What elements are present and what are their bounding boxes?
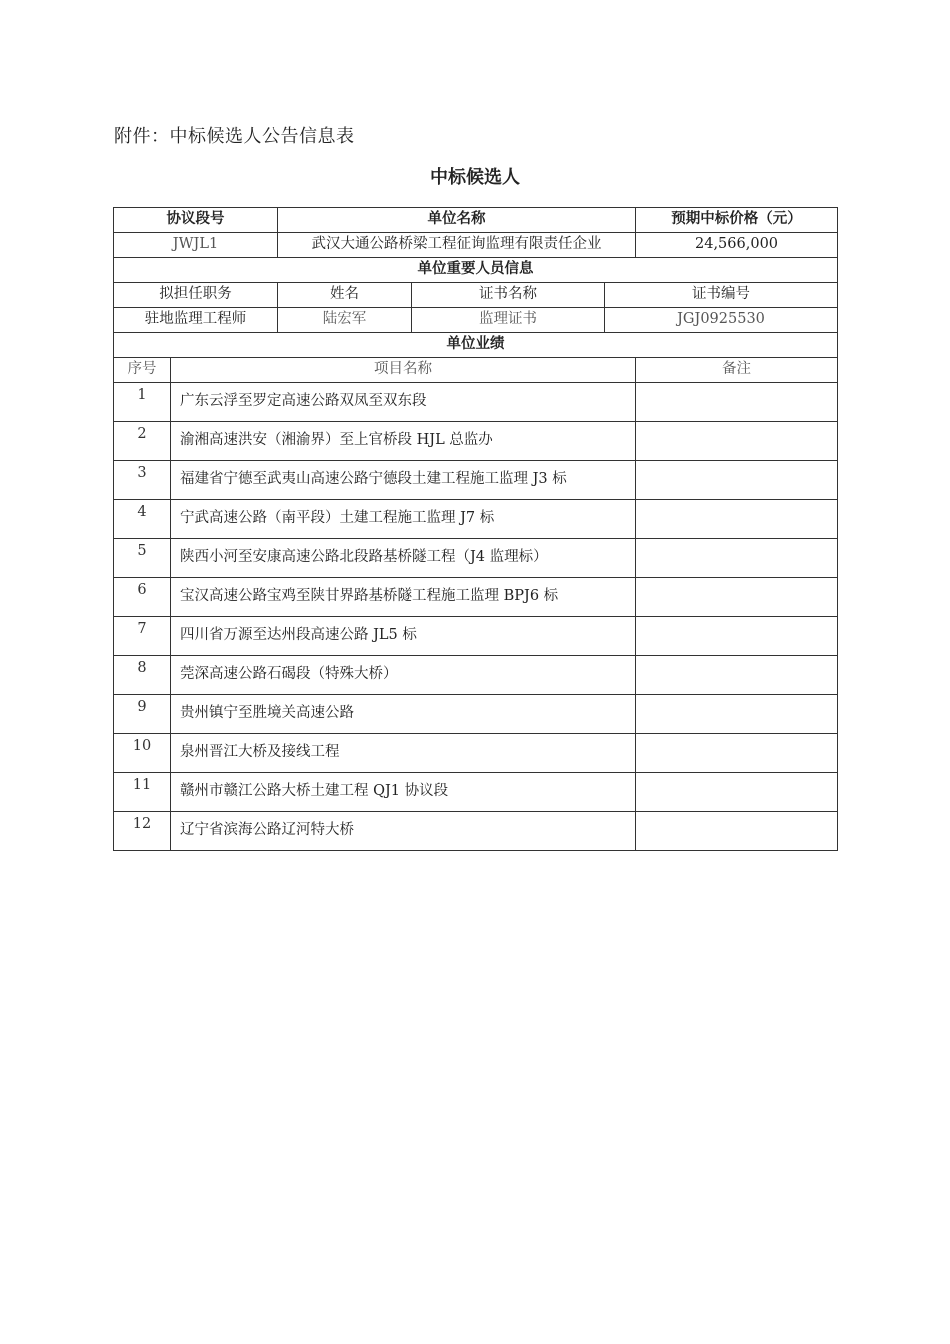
header-row bbox=[114, 208, 838, 233]
personnel-name: 陆宏军 bbox=[278, 308, 412, 333]
project-note bbox=[636, 734, 838, 773]
project-name: 赣州市赣江公路大桥土建工程 QJ1 协议段 bbox=[171, 773, 636, 812]
row-number: 10 bbox=[114, 734, 171, 773]
table-row bbox=[114, 773, 838, 812]
project-note bbox=[636, 500, 838, 539]
table-row bbox=[114, 383, 838, 422]
project-note bbox=[636, 617, 838, 656]
project-name: 辽宁省滨海公路辽河特大桥 bbox=[171, 812, 636, 851]
row-number: 12 bbox=[114, 812, 171, 851]
project-note bbox=[636, 383, 838, 422]
row-number: 11 bbox=[114, 773, 171, 812]
document-title: 中标候选人 bbox=[430, 167, 520, 188]
table-row bbox=[114, 500, 838, 539]
table-row bbox=[114, 812, 838, 851]
personnel-title-row bbox=[114, 258, 838, 283]
project-note bbox=[636, 539, 838, 578]
project-note bbox=[636, 422, 838, 461]
col-header-name: 姓名 bbox=[278, 283, 412, 308]
project-note bbox=[636, 695, 838, 734]
candidate-table bbox=[113, 207, 838, 851]
annex-title: 附件：中标候选人公告信息表 bbox=[114, 126, 355, 147]
row-number: 9 bbox=[114, 695, 171, 734]
table-row bbox=[114, 578, 838, 617]
bid-section: JWJL1 bbox=[114, 233, 278, 258]
performance-title: 单位业绩 bbox=[114, 333, 838, 358]
personnel-cert-name: 监理证书 bbox=[412, 308, 605, 333]
project-name: 渝湘高速洪安（湘渝界）至上官桥段 HJL 总监办 bbox=[171, 422, 636, 461]
col-header-no: 序号 bbox=[114, 358, 171, 383]
project-name: 宝汉高速公路宝鸡至陕甘界路基桥隧工程施工监理 BPJ6 标 bbox=[171, 578, 636, 617]
col-header-note: 备注 bbox=[636, 358, 838, 383]
personnel-cert-no: JGJ0925530 bbox=[605, 308, 838, 333]
table-row bbox=[114, 695, 838, 734]
project-name: 贵州镇宁至胜境关高速公路 bbox=[171, 695, 636, 734]
table-row bbox=[114, 422, 838, 461]
row-number: 6 bbox=[114, 578, 171, 617]
row-number: 3 bbox=[114, 461, 171, 500]
project-name: 四川省万源至达州段高速公路 JL5 标 bbox=[171, 617, 636, 656]
table-row bbox=[114, 617, 838, 656]
personnel-role: 驻地监理工程师 bbox=[114, 308, 278, 333]
project-name: 福建省宁德至武夷山高速公路宁德段土建工程施工监理 J3 标 bbox=[171, 461, 636, 500]
project-note bbox=[636, 773, 838, 812]
project-name: 陕西小河至安康高速公路北段路基桥隧工程（J4 监理标） bbox=[171, 539, 636, 578]
row-number: 5 bbox=[114, 539, 171, 578]
project-note bbox=[636, 578, 838, 617]
row-number: 4 bbox=[114, 500, 171, 539]
row-number: 8 bbox=[114, 656, 171, 695]
row-number: 1 bbox=[114, 383, 171, 422]
project-name: 宁武高速公路（南平段）土建工程施工监理 J7 标 bbox=[171, 500, 636, 539]
col-header-price: 预期中标价格（元） bbox=[636, 208, 838, 233]
table-row bbox=[114, 539, 838, 578]
col-header-role: 拟担任职务 bbox=[114, 283, 278, 308]
col-header-cert-name: 证书名称 bbox=[412, 283, 605, 308]
table-row bbox=[114, 461, 838, 500]
performance-header-row bbox=[114, 358, 838, 383]
project-note bbox=[636, 812, 838, 851]
project-name: 广东云浮至罗定高速公路双凤至双东段 bbox=[171, 383, 636, 422]
performance-title-row bbox=[114, 333, 838, 358]
row-number: 7 bbox=[114, 617, 171, 656]
project-name: 莞深高速公路石碣段（特殊大桥） bbox=[171, 656, 636, 695]
table-row bbox=[114, 656, 838, 695]
row-number: 2 bbox=[114, 422, 171, 461]
col-header-project: 项目名称 bbox=[171, 358, 636, 383]
project-name: 泉州晋江大桥及接线工程 bbox=[171, 734, 636, 773]
personnel-header-row bbox=[114, 283, 838, 308]
table-row bbox=[114, 734, 838, 773]
project-note bbox=[636, 461, 838, 500]
col-header-unit: 单位名称 bbox=[278, 208, 636, 233]
personnel-row bbox=[114, 308, 838, 333]
bid-unit: 武汉大通公路桥梁工程征询监理有限责任企业 bbox=[278, 233, 636, 258]
bid-row bbox=[114, 233, 838, 258]
project-note bbox=[636, 656, 838, 695]
col-header-cert-no: 证书编号 bbox=[605, 283, 838, 308]
col-header-section: 协议段号 bbox=[114, 208, 278, 233]
bid-price: 24,566,000 bbox=[636, 233, 838, 258]
personnel-title: 单位重要人员信息 bbox=[114, 258, 838, 283]
